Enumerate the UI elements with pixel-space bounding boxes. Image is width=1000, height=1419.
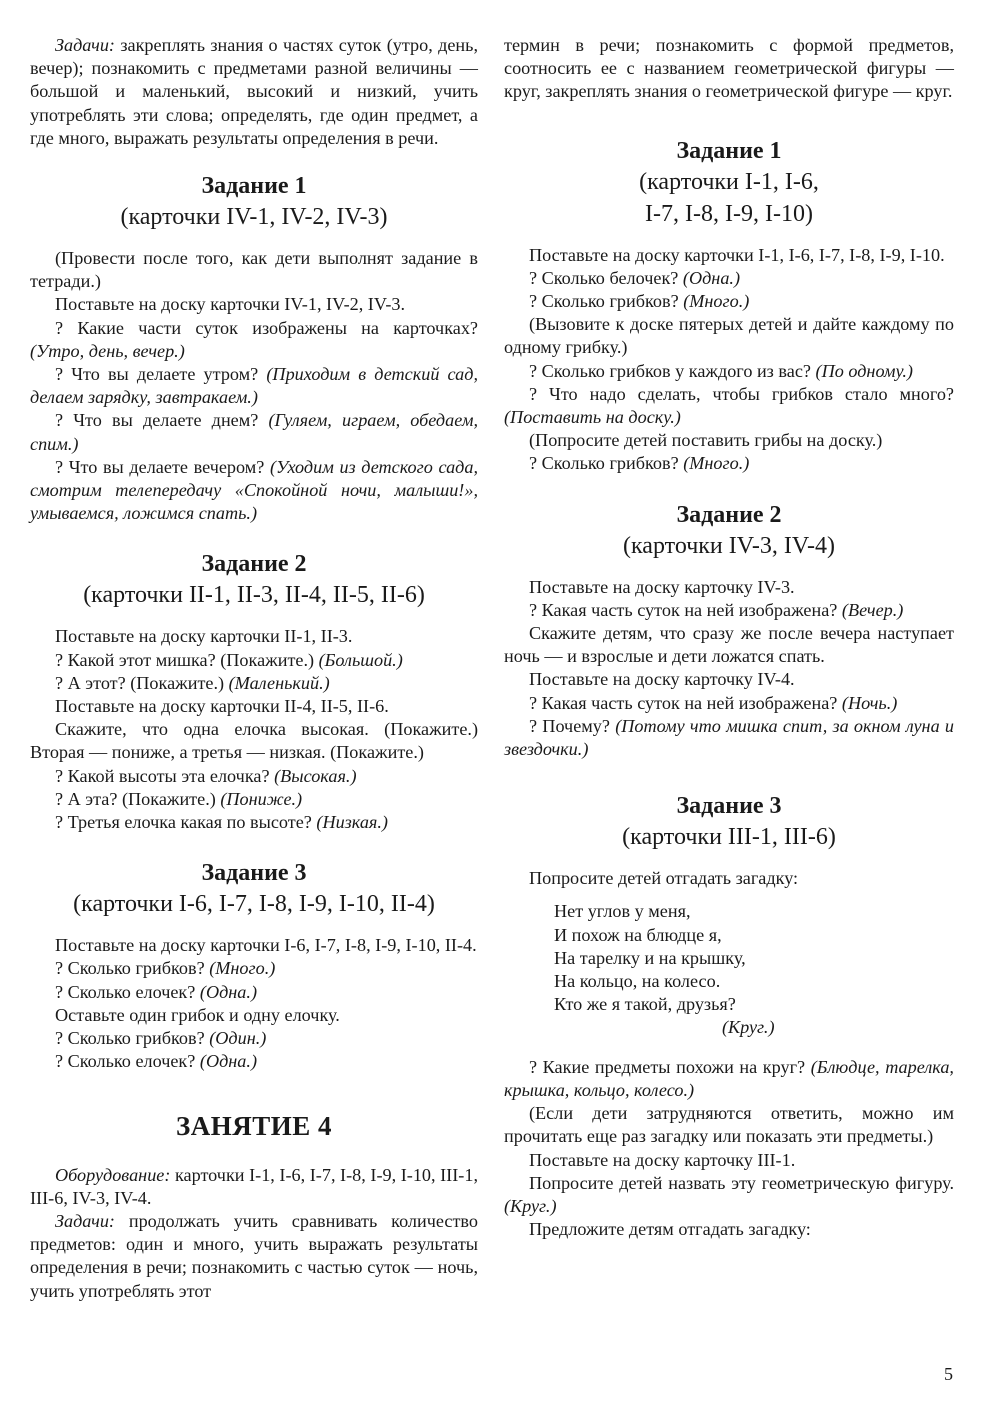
task-1-cards-right-line2: I-7, I-8, I-9, I-10) — [645, 200, 813, 227]
task-line: Поставьте на доску карточки II-4, II-5, II-6. — [55, 696, 389, 717]
task-line: ? А эта? (Покажите.) (Пониже.) — [55, 788, 303, 809]
poem-line: Нет углов у меня, — [554, 901, 691, 922]
left-intro-paragraph: Задачи: закреплять знания о частях суток (утро, день, вечер); познакомить с предметами разной величины — большой и маленький, высокий и низкий, учить употреблять эти слова; определять, где один предмет, а где много, выражать результаты определения в речи. — [30, 35, 478, 148]
task-line: ? Сколько грибков? (Много.) — [529, 453, 750, 474]
task-1-cards-left: (карточки IV-1, IV-2, IV-3) — [120, 204, 388, 231]
task-3-body-left — [30, 934, 478, 1073]
task-line: Поставьте на доску карточку IV-4. — [529, 669, 795, 690]
left-column — [30, 34, 478, 1303]
task-line: ? Сколько белочек? (Одна.) — [529, 267, 741, 288]
task-line: ? Третья елочка какая по высоте? (Низкая.) — [55, 812, 388, 833]
lesson-tasks-paragraph: Задачи: продолжать учить сравнивать количество предметов: один и много, учить выражать результаты определения в речи; познакомить с частью суток — ночь, учить употреблять этот — [30, 1210, 478, 1301]
task-line: ? Сколько грибков? (Много.) — [55, 958, 276, 979]
task-line: Попросите детей назвать эту геометрическую фигуру. (Круг.) — [504, 1172, 954, 1216]
task-line: (Провести после того, как дети выполнят задание в тетради.) — [30, 248, 478, 292]
task-line: Скажите детям, что сразу же после вечера наступает ночь — и взрослые и дети ложатся спать. — [504, 623, 954, 667]
tasks-label: Задачи: — [55, 35, 115, 55]
task-1-heading-left: Задание 1 — [201, 173, 307, 200]
task-2-body-left — [30, 625, 478, 834]
task-line: Поставьте на доску карточки II-1, II-3. — [55, 626, 353, 647]
task-3-cards-right: (карточки III-1, III-6) — [622, 824, 836, 851]
task-2-cards-right: (карточки IV-3, IV-4) — [623, 532, 835, 559]
task-line: Поставьте на доску карточки IV-1, IV-2, IV-3. — [55, 294, 406, 315]
task-line: ? Сколько грибков у каждого из вас? (По одному.) — [529, 360, 913, 381]
task-1-body-left — [30, 247, 478, 525]
task-line: Поставьте на доску карточки I-1, I-6, I-7, I-8, I-9, I-10. — [529, 244, 945, 265]
task-line: ? Сколько елочек? (Одна.) — [55, 981, 258, 1002]
task-line: ? Что вы делаете вечером? (Уходим из детского сада, смотрим телепередачу «Спокойной ночи, малыши!», умываемся, ложимся спать.) — [30, 456, 479, 524]
task-1-body-right — [504, 244, 954, 476]
poem-line: На тарелку и на крышку, — [554, 947, 746, 968]
task-line: ? Какая часть суток на ней изображена? (Ночь.) — [529, 692, 898, 713]
task-line: ? Что вы делаете утром? (Приходим в детский сад, делаем зарядку, завтракаем.) — [30, 364, 478, 408]
riddle-answer: (Круг.) — [722, 1017, 775, 1038]
task-line: ? Какие части суток изображены на карточках? (Утро, день, вечер.) — [30, 317, 478, 361]
task-line: ? Сколько елочек? (Одна.) — [55, 1051, 258, 1072]
task-2-cards-left: (карточки II-1, II-3, II-4, II-5, II-6) — [83, 582, 425, 609]
task-line: Оставьте один грибок и одну елочку. — [55, 1004, 340, 1025]
task-2-body-right — [504, 576, 954, 762]
task-line: ? Какие предметы похожи на круг? (Блюдце, тарелка, крышка, кольцо, колесо.) — [504, 1056, 954, 1100]
task-2-heading-left: Задание 2 — [201, 551, 307, 578]
task-line: ? Сколько грибков? (Один.) — [55, 1028, 267, 1049]
task-2-heading-right: Задание 2 — [676, 501, 782, 528]
task-line: Поставьте на доску карточку IV-3. — [529, 576, 795, 597]
task-line: Поставьте на доску карточку III-1. — [529, 1149, 796, 1170]
task-line: (Если дети затрудняются ответить, можно им прочитать еще раз загадку или показать эти предметы.) — [504, 1103, 954, 1147]
task-line: ? Какая часть суток на ней изображена? (Вечер.) — [529, 599, 904, 620]
task-3-heading-right: Задание 3 — [676, 793, 782, 820]
task-1-heading-right: Задание 1 — [676, 137, 782, 164]
task-line: Предложите детям отгадать загадку: — [529, 1219, 811, 1240]
right-intro-paragraph: термин в речи; познакомить с формой предметов, соотносить ее с названием геометрической фигуры — круг, закреплять знания о геометрической фигуре — круг. — [504, 35, 954, 102]
task-3-heading-left: Задание 3 — [201, 860, 307, 887]
task-1-cards-right-line1: (карточки I-1, I-6, — [639, 168, 819, 195]
task-line: ? Сколько грибков? (Много.) — [529, 291, 750, 312]
page-number: 5 — [944, 1364, 953, 1384]
lesson-4-heading: ЗАНЯТИЕ 4 — [175, 1110, 333, 1141]
task-line: Скажите, что одна елочка высокая. (Покажите.) Вторая — пониже, а третья — низкая. (Покажите.) — [30, 719, 478, 763]
task-line: ? Почему? (Потому что мишка спит, за окном луна и звездочки.) — [504, 715, 955, 760]
tasks-label: Задачи: — [55, 1210, 115, 1231]
poem-line: На кольцо, на колесо. — [554, 971, 721, 992]
task-line: Поставьте на доску карточки I-6, I-7, I-8, I-9, I-10, II-4. — [55, 935, 477, 956]
right-column — [504, 34, 954, 1241]
equipment-paragraph: Оборудование: карточки I-1, I-6, I-7, I-8, I-9, I-10, III-1, III-6, IV-3, IV-4. — [30, 1164, 478, 1208]
task-line: ? Что надо сделать, чтобы грибков стало много? (Поставить на доску.) — [504, 383, 954, 428]
task-3-cards-left: (карточки I-6, I-7, I-8, I-9, I-10, II-4) — [73, 891, 435, 918]
poem-line: Кто же я такой, друзья? — [554, 994, 736, 1015]
riddle-poem — [504, 900, 954, 1016]
task-line: ? Что вы делаете днем? (Гуляем, играем, обедаем, спим.) — [30, 410, 478, 454]
equipment-label: Оборудование: — [55, 1164, 171, 1185]
riddle-intro: Попросите детей отгадать загадку: — [529, 868, 799, 889]
task-3-body-right — [504, 1056, 954, 1242]
task-line: ? Какой высоты эта елочка? (Высокая.) — [55, 765, 357, 786]
task-line: ? А этот? (Покажите.) (Маленький.) — [55, 672, 330, 693]
task-line: ? Какой этот мишка? (Покажите.) (Большой.) — [55, 649, 403, 670]
task-line: (Вызовите к доске пятерых детей и дайте каждому по одному грибку.) — [504, 314, 954, 358]
task-line: (Попросите детей поставить грибы на доску.) — [529, 430, 883, 451]
poem-line: И похож на блюдце я, — [554, 924, 722, 945]
